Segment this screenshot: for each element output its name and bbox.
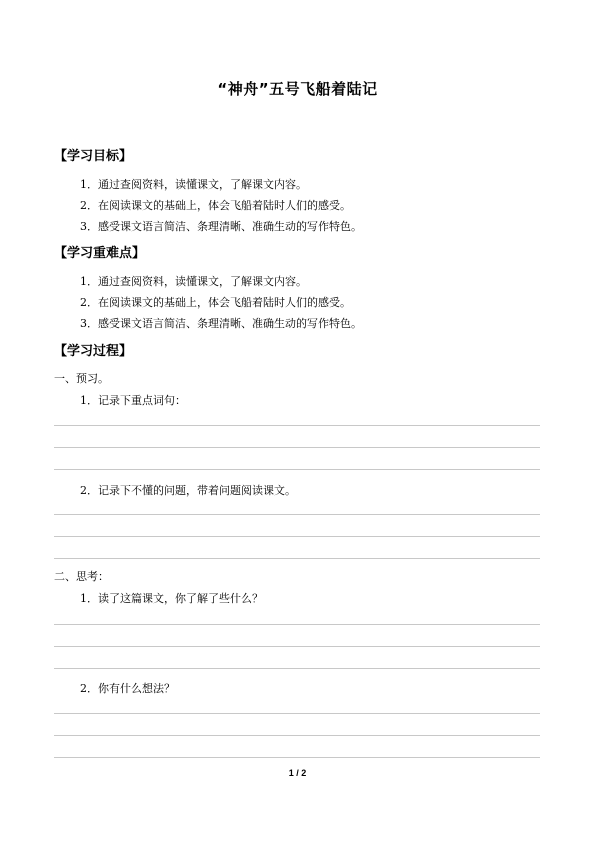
- key-point-item-2: 2．在阅读课文的基础上，体会飞船着陆时人们的感受。: [80, 296, 351, 309]
- section-heading-objectives: 【学习目标】: [54, 149, 133, 164]
- page-title: “神舟”五号飞船着陆记: [217, 80, 378, 98]
- answer-line[interactable]: [54, 668, 540, 669]
- section-heading-key-points: 【学习重难点】: [54, 246, 146, 261]
- answer-line[interactable]: [54, 757, 540, 758]
- answer-line[interactable]: [54, 624, 540, 625]
- answer-line[interactable]: [54, 469, 540, 470]
- answer-line[interactable]: [54, 713, 540, 714]
- answer-line[interactable]: [54, 514, 540, 515]
- objective-item-2: 2．在阅读课文的基础上，体会飞船着陆时人们的感受。: [80, 199, 351, 212]
- answer-line[interactable]: [54, 646, 540, 647]
- part1-question-1: 1．记录下重点词句：: [80, 394, 186, 407]
- section-heading-process: 【学习过程】: [54, 344, 133, 359]
- answer-line[interactable]: [54, 447, 540, 448]
- page-number: 1 / 2: [288, 768, 307, 778]
- key-point-item-1: 1．通过查阅资料，读懂课文，了解课文内容。: [80, 275, 307, 288]
- part2-label: 二、思考：: [54, 570, 109, 583]
- part1-label: 一、预习。: [54, 372, 109, 385]
- answer-line[interactable]: [54, 425, 540, 426]
- objective-item-3: 3．感受课文语言简洁、条理清晰、准确生动的写作特色。: [80, 220, 362, 233]
- answer-line[interactable]: [54, 735, 540, 736]
- key-point-item-3: 3．感受课文语言简洁、条理清晰、准确生动的写作特色。: [80, 317, 362, 330]
- objective-item-1: 1．通过查阅资料，读懂课文，了解课文内容。: [80, 178, 307, 191]
- answer-line[interactable]: [54, 536, 540, 537]
- part1-question-2: 2．记录下不懂的问题，带着问题阅读课文。: [80, 484, 296, 497]
- part2-question-1: 1．读了这篇课文，你了解了些什么？: [80, 592, 263, 605]
- answer-line[interactable]: [54, 558, 540, 559]
- part2-question-2: 2．你有什么想法？: [80, 682, 175, 695]
